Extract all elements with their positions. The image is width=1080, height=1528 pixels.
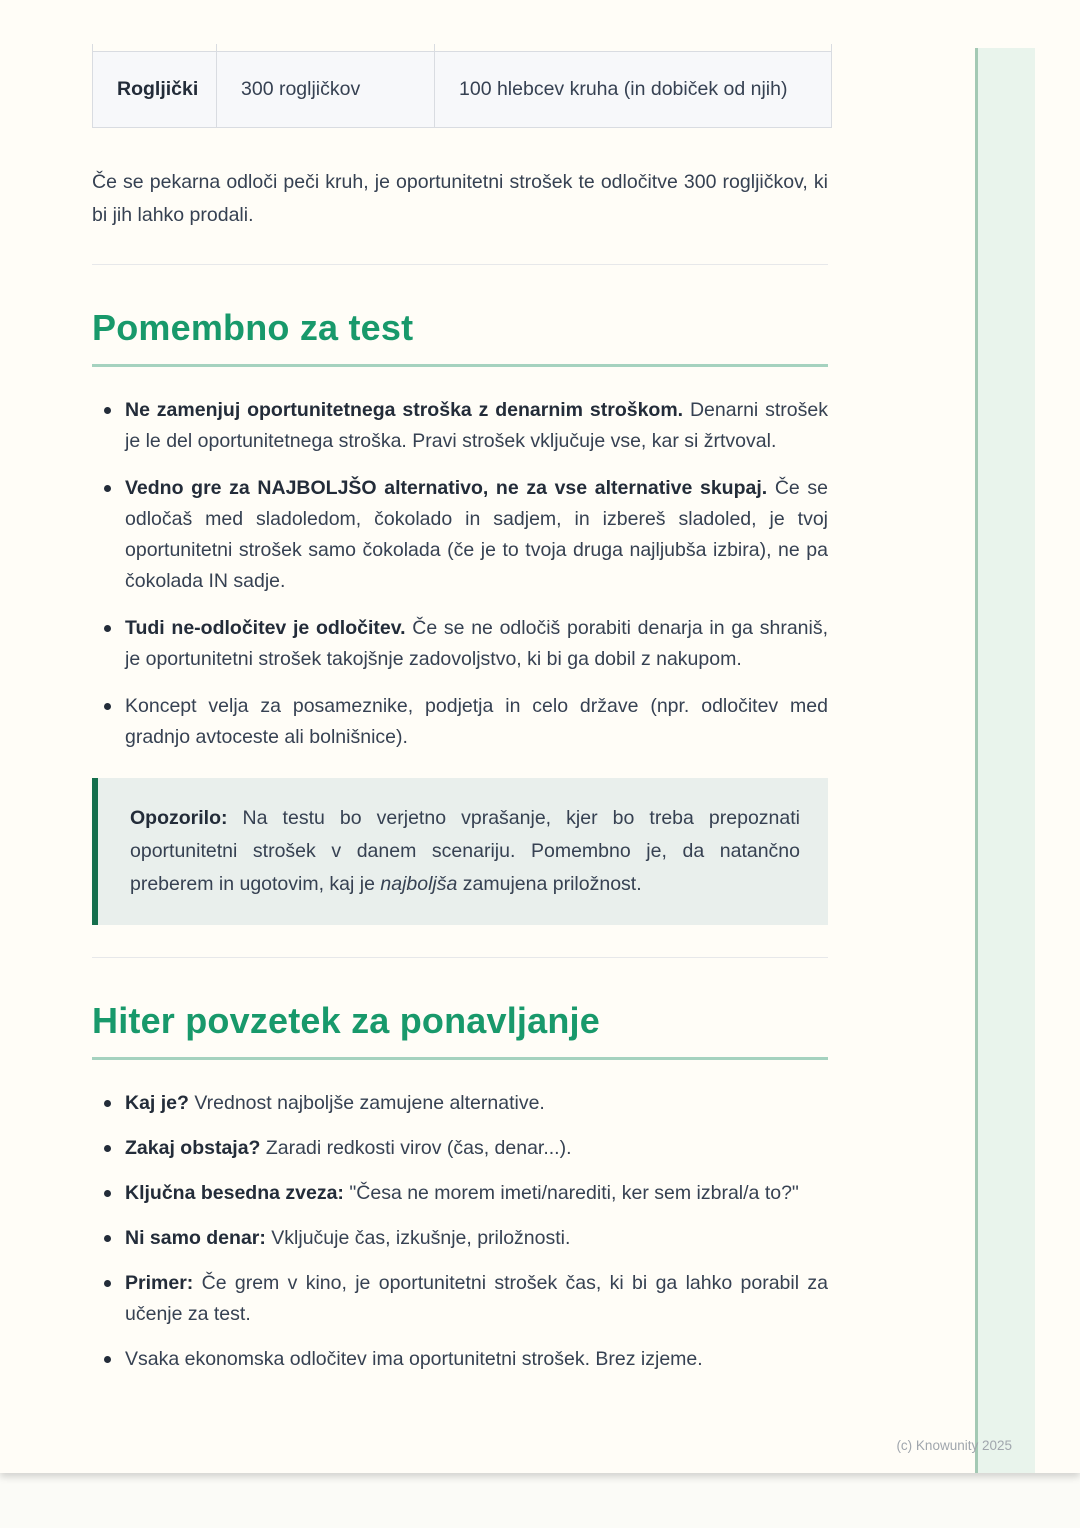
title-underline [92, 364, 828, 367]
item-bold-lead: Ni samo denar: [125, 1227, 266, 1249]
item-bold-lead: Ne zamenjuj oportunitetnega stroška z denarnim stroškom. [125, 399, 684, 421]
item-bold-lead: Ključna besedna zveza: [125, 1182, 344, 1204]
table-cell-quantity: 300 rogljičkov [217, 52, 435, 128]
callout-box [92, 778, 828, 925]
list-item [92, 395, 828, 457]
section-divider [92, 957, 828, 958]
table-row [93, 52, 832, 128]
table-cell-label: Rogljički [93, 52, 217, 128]
list-item [92, 1133, 828, 1164]
list-item [92, 1178, 828, 1209]
test-bullet-list [92, 395, 828, 753]
item-text: Koncept velja za posameznike, podjetja in celo države (npr. odločitev med gradnjo avtoceste ali bolnišnice). [125, 695, 828, 748]
list-item [92, 1268, 828, 1330]
item-text: Če se ne odločiš porabiti denarja in ga shraniš, je oportunitetni strošek takojšnje zadovoljstvo, ki bi ga dobil z nakupom. [125, 617, 829, 670]
item-text: "Česa ne morem imeti/narediti, ker sem izbral/a to?" [343, 1182, 799, 1204]
green-margin-stripe [975, 48, 1035, 1473]
table-row-cutoff [93, 44, 832, 52]
item-text: Če grem v kino, je oportunitetni strošek čas, ki bi ga lahko porabil za učenje za test. [125, 1272, 828, 1325]
item-bold-lead: Tudi ne-odločitev je odločitev. [125, 617, 406, 639]
callout-italic-word: najboljša [380, 873, 458, 895]
body-paragraph: Če se pekarna odloči peči kruh, je oportunitetni strošek te odločitve 300 rogljičkov, ki bi jih lahko prodali. [92, 171, 828, 226]
list-item [92, 1223, 828, 1254]
callout-text-before: Na testu bo verjetno vprašanje, kjer bo treba prepoznati oportunitetni strošek v danem scenariju. Pomembno je, da natančno preberem in ugotovim, kaj je [130, 807, 800, 895]
item-bold-lead: Primer: [125, 1272, 194, 1294]
item-text: Če se odločaš med sladoledom, čokolado in sadjem, in izbereš sladoled, je tvoj oportunitetni strošek samo čokolada (če je to tvoja druga najljubša izbira), ne pa čokolada IN sadje. [125, 477, 828, 592]
callout-text-after: zamujena priložnost. [457, 873, 642, 895]
list-item [92, 1088, 828, 1119]
list-item [92, 691, 828, 753]
item-text: Vrednost najboljše zamujene alternative. [188, 1092, 545, 1114]
list-item [92, 473, 828, 597]
item-bold-lead: Vedno gre za NAJBOLJŠO alternativo, ne za vse alternative skupaj. [125, 477, 768, 499]
page-content [92, 44, 828, 1375]
item-text: Vključuje čas, izkušnje, priložnosti. [265, 1227, 571, 1249]
item-text: Vsaka ekonomska odločitev ima oportunitetni strošek. Brez izjeme. [125, 1348, 703, 1370]
continuation-table [92, 44, 832, 128]
section-title-summary: Hiter povzetek za ponavljanje [92, 1000, 600, 1041]
section-divider [92, 264, 828, 265]
item-bold-lead: Kaj je? [125, 1092, 189, 1114]
title-underline [92, 1057, 828, 1060]
table-cell-opportunity: 100 hlebcev kruha (in dobiček od njih) [435, 52, 832, 128]
item-text: Denarni strošek je le del oportunitetnega stroška. Pravi strošek vključuje vse, kar si žrtvoval. [125, 399, 828, 452]
list-item [92, 613, 828, 675]
section-title-test: Pomembno za test [92, 307, 414, 348]
copyright-note: (c) Knowunity 2025 [896, 1438, 1012, 1453]
summary-bullet-list [92, 1088, 828, 1375]
list-item [92, 1344, 828, 1375]
item-bold-lead: Zakaj obstaja? [125, 1137, 261, 1159]
callout-label: Opozorilo: [130, 807, 228, 829]
callout-text [130, 802, 800, 901]
item-text: Zaradi redkosti virov (čas, denar...). [260, 1137, 572, 1159]
